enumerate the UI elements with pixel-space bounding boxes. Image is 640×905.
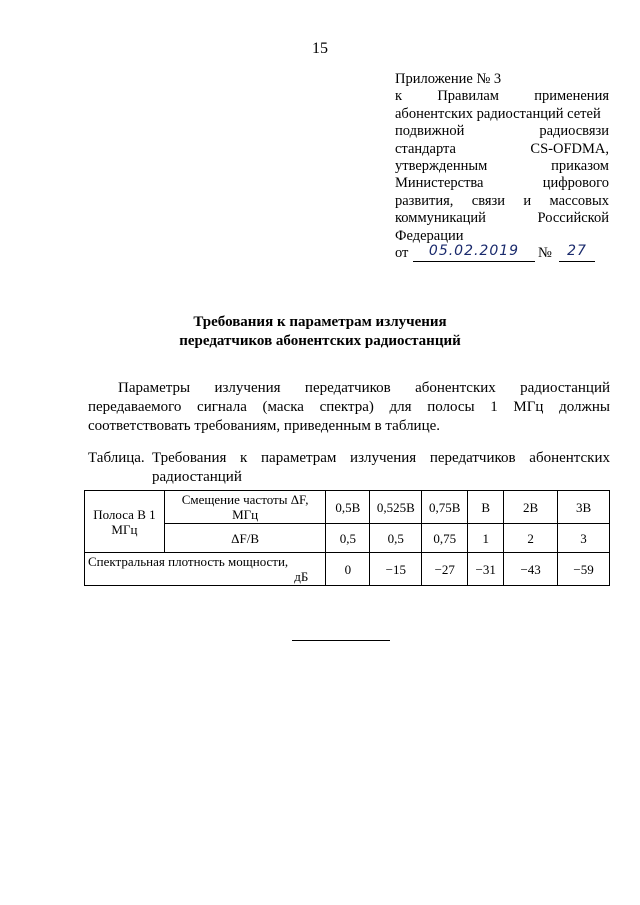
document-title	[0, 313, 640, 351]
caption-line: Требования к параметрам излучения передатчиков абонентских	[152, 450, 610, 466]
offset-value-cell: B	[468, 491, 504, 524]
ratio-value-cell: 0,75	[422, 524, 468, 553]
band-cell: Полоса В 1 МГц	[85, 491, 165, 553]
offset-value-cell: 0,525B	[370, 491, 422, 524]
psd-value-cell: −27	[422, 553, 468, 586]
paragraph-line: соответствовать требованиям, приведенным в таблице.	[88, 418, 441, 434]
psd-value-cell: −43	[504, 553, 558, 586]
table-row	[85, 491, 610, 524]
ratio-value-cell: 3	[558, 524, 610, 553]
appendix-line: стандарта CS-OFDMA,	[395, 140, 609, 157]
appendix-line: Федерации	[395, 227, 464, 244]
appendix-line: подвижной радиосвязи	[395, 123, 609, 140]
paragraph-line: передаваемого сигнала (маска спектра) для полосы 1 МГц должны	[88, 399, 610, 415]
offset-value-cell: 2B	[504, 491, 558, 524]
closing-rule	[292, 640, 390, 641]
offset-label-cell: Смещение частоты ΔF, МГц	[164, 491, 326, 524]
psd-label: Спектральная плотность мощности,	[88, 554, 289, 569]
psd-value-cell: −15	[370, 553, 422, 586]
caption-line: радиостанций	[152, 469, 242, 485]
handwritten-number: 27	[559, 243, 595, 262]
title-line: передатчиков абонентских радиостанций	[179, 333, 461, 349]
caption-prefix: Таблица.	[88, 450, 145, 466]
appendix-line: развития, связи и массовых	[395, 192, 609, 209]
paragraph-line: Параметры излучения передатчиков абонентских радиостанций	[118, 380, 610, 396]
appendix-line: абонентских радиостанций сетей	[395, 105, 601, 122]
page-number: 15	[312, 40, 328, 57]
order-date-number	[395, 243, 609, 265]
body-paragraph	[88, 379, 610, 436]
psd-value-cell: −59	[558, 553, 610, 586]
appendix-line: Приложение № 3	[395, 71, 502, 87]
psd-unit: дБ	[294, 569, 309, 584]
emission-mask-table	[84, 490, 610, 586]
offset-value-cell: 3B	[558, 491, 610, 524]
ratio-value-cell: 1	[468, 524, 504, 553]
table-caption	[88, 449, 610, 487]
psd-value-cell: 0	[326, 553, 370, 586]
offset-value-cell: 0,75B	[422, 491, 468, 524]
date-prefix: от	[395, 245, 409, 261]
ratio-value-cell: 0,5	[370, 524, 422, 553]
table-row	[85, 553, 610, 586]
psd-value-cell: −31	[468, 553, 504, 586]
ratio-value-cell: 2	[504, 524, 558, 553]
appendix-line: к Правилам применения	[395, 88, 609, 105]
ratio-label-cell: ΔF/B	[164, 524, 326, 553]
appendix-line: утвержденным приказом	[395, 157, 609, 174]
title-line: Требования к параметрам излучения	[193, 314, 447, 330]
number-prefix: №	[538, 245, 552, 261]
ratio-value-cell: 0,5	[326, 524, 370, 553]
offset-value-cell: 0,5B	[326, 491, 370, 524]
appendix-line: Министерства цифрового	[395, 175, 609, 192]
appendix-header	[395, 71, 609, 245]
handwritten-date: 05.02.2019	[413, 243, 535, 262]
appendix-line: коммуникаций Российской	[395, 210, 609, 227]
psd-label-cell	[85, 553, 326, 586]
